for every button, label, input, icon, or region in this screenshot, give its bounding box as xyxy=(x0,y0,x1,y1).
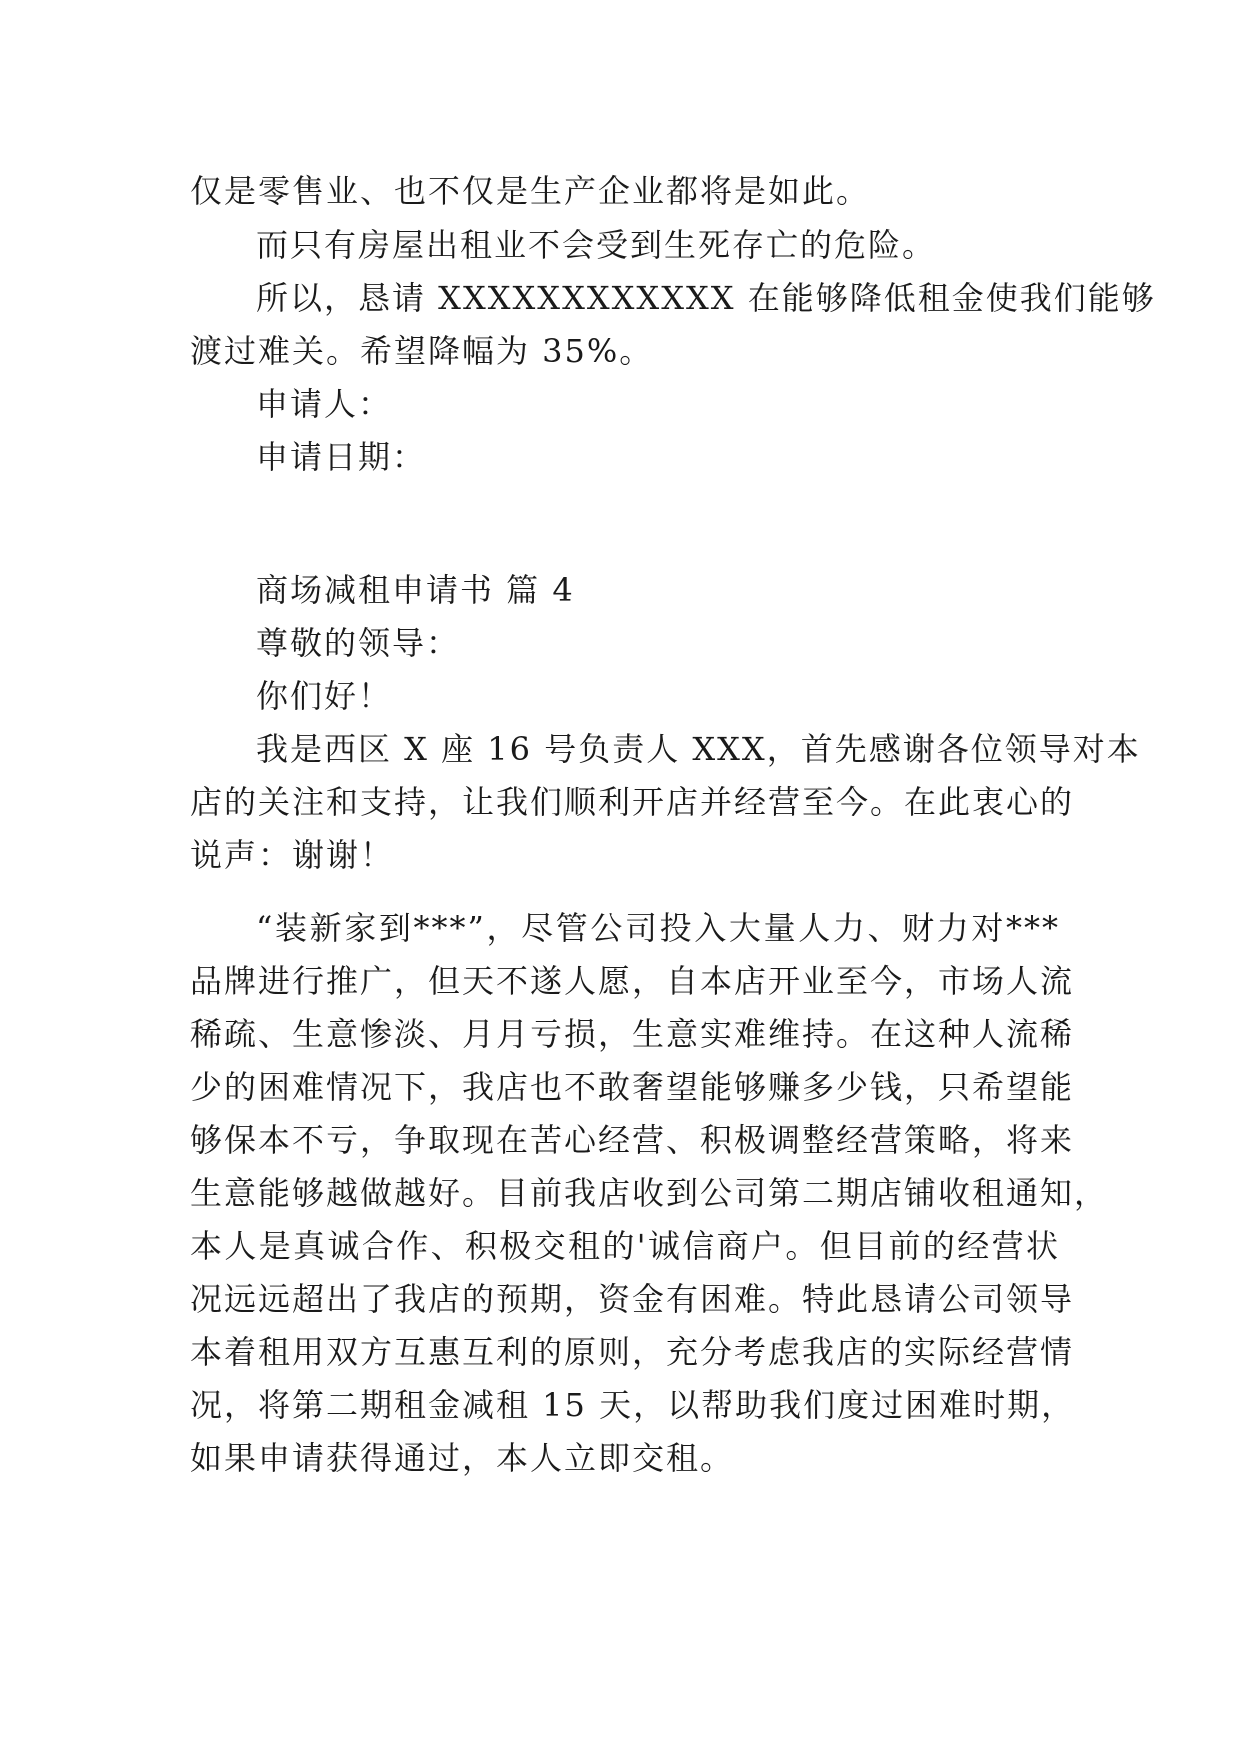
text-line: 况，将第二期租金减租 15 天，以帮助我们度过困难时期， xyxy=(190,1386,1076,1424)
section-title: 商场减租申请书 篇 4 xyxy=(256,571,575,609)
salutation: 尊敬的领导： xyxy=(256,624,461,662)
text-line: 说声：谢谢！ xyxy=(190,836,395,874)
text-line: “装新家到***”，尽管公司投入大量人力、财力对*** xyxy=(256,909,1060,947)
greeting: 你们好！ xyxy=(256,677,393,715)
text-line: 所以，恳请 XXXXXXXXXXXX 在能够降低租金使我们能够 xyxy=(256,279,1156,317)
text-line: 我是西区 X 座 16 号负责人 XXX，首先感谢各位领导对本 xyxy=(256,730,1141,768)
text-line: 况远远超出了我店的预期，资金有困难。特此恳请公司领导 xyxy=(190,1280,1075,1318)
application-date-label: 申请日期： xyxy=(256,438,427,476)
text-line: 本着租用双方互惠互利的原则，充分考虑我店的实际经营情 xyxy=(190,1333,1075,1371)
text-line: 少的困难情况下，我店也不敢奢望能够赚多少钱，只希望能 xyxy=(190,1068,1075,1106)
text-line: 稀疏、生意惨淡、月月亏损，生意实难维持。在这种人流稀 xyxy=(190,1015,1075,1053)
text-line: 生意能够越做越好。目前我店收到公司第二期店铺收租通知， xyxy=(190,1174,1109,1212)
text-line: 够保本不亏，争取现在苦心经营、积极调整经营策略，将来 xyxy=(190,1121,1075,1159)
text-line: 仅是零售业、也不仅是生产企业都将是如此。 xyxy=(190,172,871,210)
text-line: 渡过难关。希望降幅为 35%。 xyxy=(190,332,654,370)
text-line: 本人是真诚合作、积极交租的'诚信商户。但目前的经营状 xyxy=(190,1227,1060,1265)
text-line: 店的关注和支持，让我们顺利开店并经营至今。在此衷心的 xyxy=(190,783,1075,821)
text-line: 而只有房屋出租业不会受到生死存亡的危险。 xyxy=(256,226,937,264)
text-line: 品牌进行推广，但天不遂人愿，自本店开业至今，市场人流 xyxy=(190,962,1075,1000)
text-line: 如果申请获得通过，本人立即交租。 xyxy=(190,1439,735,1477)
applicant-label: 申请人： xyxy=(256,385,393,423)
